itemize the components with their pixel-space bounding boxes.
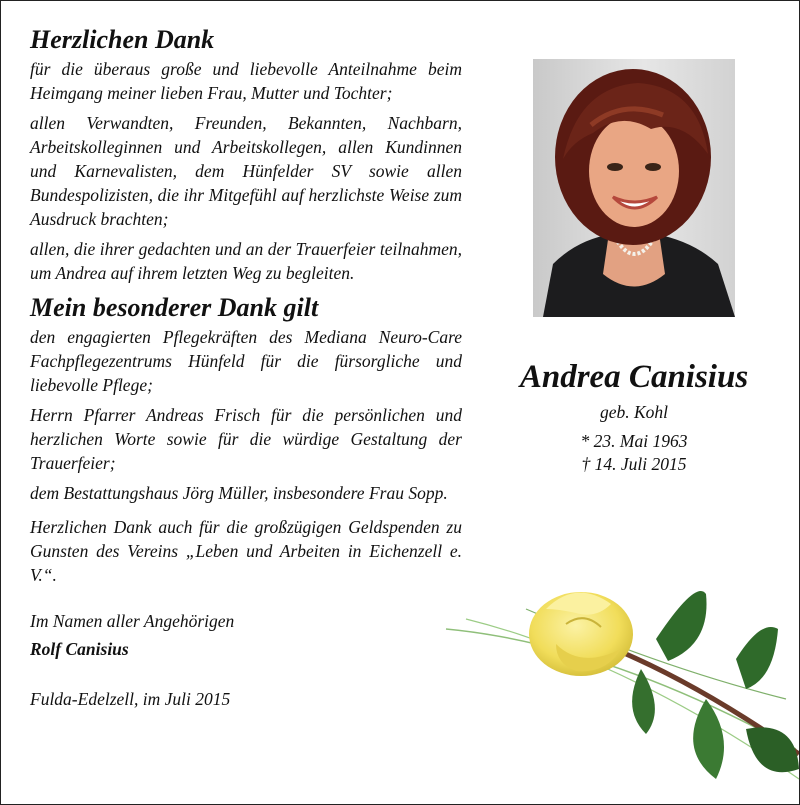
thanks-paragraph: allen, die ihrer gedachten und an der Trauerfeier teilnahmen, um Andrea auf ihrem letzten Weg zu begleiten.	[30, 239, 462, 283]
place-date: Fulda-Edelzell, im Juli 2015	[30, 689, 231, 709]
deceased-name: Andrea Canisius	[519, 359, 749, 395]
signature-name: Rolf Canisius	[30, 639, 129, 659]
yellow-rose-image	[406, 549, 799, 804]
portrait-photo	[533, 59, 735, 317]
birth-date: * 23. Mai 1963	[580, 431, 688, 451]
death-date: † 14. Juli 2015	[581, 454, 687, 474]
thanks-paragraph: für die überaus große und liebevolle Anteilnahme beim Heimgang meiner lieben Frau, Mutter und Tochter;	[30, 59, 462, 103]
special-thanks-paragraph: den engagierten Pflegekräften des Mediana Neuro-Care Fachpflegezentrums Hünfeld für die fürsorgliche und liebevolle Pflege;	[30, 327, 462, 395]
signature-line: Im Namen aller Angehörigen	[30, 611, 235, 631]
maiden-name: geb. Kohl	[599, 402, 669, 422]
heading-special-thanks: Mein besonderer Dank gilt	[30, 293, 319, 322]
special-thanks-paragraph: dem Bestattungshaus Jörg Müller, insbesondere Frau Sopp.	[30, 483, 448, 503]
thanks-paragraph: allen Verwandten, Freunden, Bekannten, Nachbarn, Arbeitskolleginnen und Arbeitskollegen, allen Kundinnen und Karnevalisten, dem Hünfelder SV sowie allen Bundespolizisten, die ihr Mitgefühl auf herzlichste Weise zum Ausdruck brachten;	[30, 113, 462, 229]
thanks-column	[30, 23, 462, 711]
heading-thanks: Herzlichen Dank	[30, 25, 215, 54]
special-thanks-paragraph: Herrn Pfarrer Andreas Frisch für die persönlichen und herzlichen Worte sowie für die würdige Gestaltung der Trauerfeier;	[30, 405, 462, 473]
donation-thanks: Herzlichen Dank auch für die großzügigen Geldspenden zu Gunsten des Vereins „Leben und Arbeiten in Eichenzell e. V.“.	[30, 517, 462, 585]
deceased-info	[481, 357, 787, 476]
